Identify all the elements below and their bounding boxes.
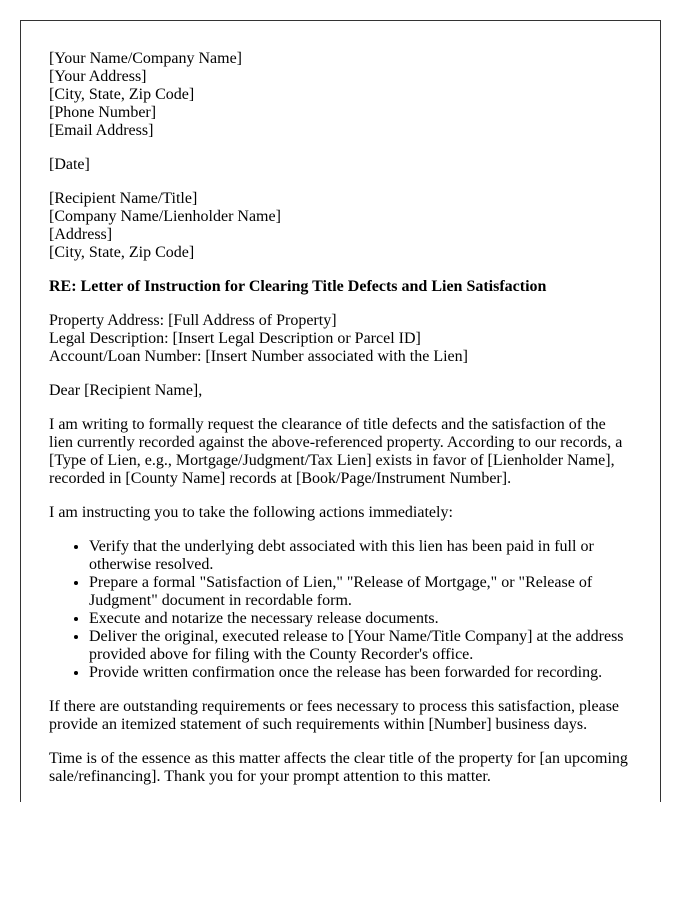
- sender-email: [Email Address]: [49, 122, 154, 139]
- list-item: • Provide written confirmation once the release has been forwarded for recording.: [89, 664, 632, 682]
- date: [Date]: [49, 156, 90, 173]
- list-item: • Deliver the original, executed release to [Your Name/Title Company] at the address provided above for filing with the County Recorder's office.: [89, 628, 632, 664]
- list-item: • Prepare a formal "Satisfaction of Lien," "Release of Mortgage," or "Release of Judgment" document in recordable form.: [89, 574, 632, 610]
- recipient-block: [49, 190, 632, 262]
- recipient-name: [Recipient Name/Title]: [49, 190, 198, 207]
- property-address: Property Address: [Full Address of Property]: [49, 312, 337, 329]
- list-item: • Verify that the underlying debt associated with this lien has been paid in full or otherwise resolved.: [89, 538, 632, 574]
- property-block: [49, 312, 632, 366]
- action-list: [49, 538, 632, 682]
- legal-description: Legal Description: [Insert Legal Description or Parcel ID]: [49, 330, 421, 347]
- body-paragraph-2: I am instructing you to take the following actions immediately:: [49, 504, 453, 521]
- list-item: • Execute and notarize the necessary release documents.: [89, 610, 632, 628]
- letter-page: [20, 20, 661, 802]
- account-number: Account/Loan Number: [Insert Number associated with the Lien]: [49, 348, 468, 365]
- recipient-company: [Company Name/Lienholder Name]: [49, 208, 281, 225]
- sender-city: [City, State, Zip Code]: [49, 86, 195, 103]
- body-paragraph-4: Time is of the essence as this matter affects the clear title of the property for [an upcoming sale/refinancing]. Thank you for your prompt attention to this matter.: [49, 750, 628, 785]
- salutation: Dear [Recipient Name],: [49, 382, 203, 399]
- sender-address: [Your Address]: [49, 68, 147, 85]
- sender-name: [Your Name/Company Name]: [49, 50, 243, 67]
- subject-line: RE: Letter of Instruction for Clearing Title Defects and Lien Satisfaction: [49, 278, 547, 295]
- body-paragraph-1: I am writing to formally request the clearance of title defects and the satisfaction of the lien currently recorded against the above-referenced property. According to our records, a [Type of Lien, e.g., Mortgage/Judgment/Tax Lien] exists in favor of [Lienholder Name], recorded in [County Name] records at [Book/Page/Instrument Number].: [49, 416, 623, 487]
- recipient-address: [Address]: [49, 226, 113, 243]
- sender-block: [49, 50, 632, 140]
- recipient-city: [City, State, Zip Code]: [49, 244, 195, 261]
- body-paragraph-3: If there are outstanding requirements or fees necessary to process this satisfaction, please provide an itemized statement of such requirements within [Number] business days.: [49, 698, 620, 733]
- sender-phone: [Phone Number]: [49, 104, 157, 121]
